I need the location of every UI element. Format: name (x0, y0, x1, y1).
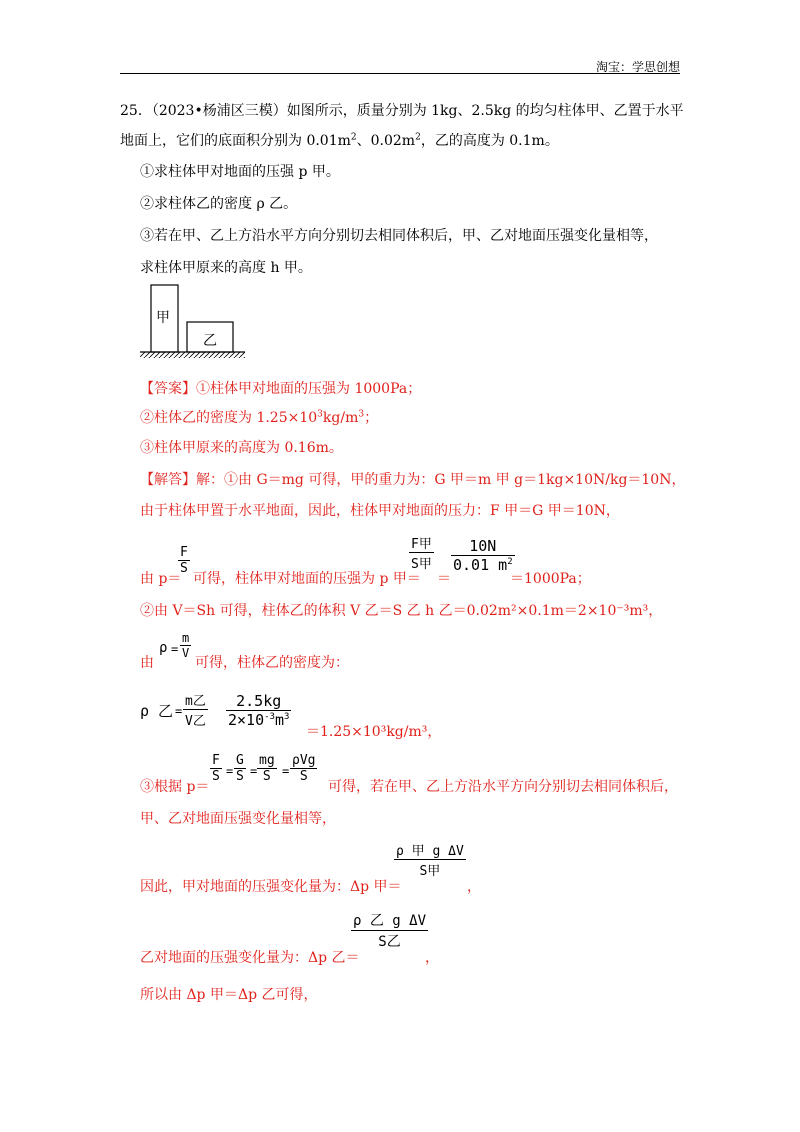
fraction-delta-p-jia: ρ 甲 g ΔV S甲 (396, 844, 464, 879)
fraction-f-s: F S (212, 753, 220, 784)
question-part-1: ①求柱体甲对地面的压强 p 甲。 (140, 164, 340, 180)
solution-line-7-suffix: 可得，若在甲、乙上方沿水平方向分别切去相同体积后， (328, 779, 678, 795)
question-line-2: 地面上，它们的底面积分别为 $0.01m^2$、$0.02m^2$，乙的高度为 0.1m。 (120, 132, 559, 149)
fraction-mg-s: mg S (259, 753, 275, 784)
solution-line-9-suffix: ， (467, 879, 481, 895)
question-part-3-line-2: 求柱体甲原来的高度 h 甲。 (140, 260, 312, 276)
solution-line-5-suffix: 可得，柱体乙的密度为： (195, 655, 349, 671)
figure-blocks (140, 282, 250, 362)
solution-line-3-result: ＝1000Pa； (510, 571, 591, 587)
answer-line-2: ②柱体乙的密度为 $1.25\times 10^3kg/m^3$； (140, 409, 379, 426)
fraction-f-over-s: F S (180, 545, 188, 576)
solution-line-1: 【解答】解：①由 G＝mg 可得，甲的重力为：G 甲＝m 甲 g＝1kg×10N/kg＝10N， (140, 472, 686, 488)
answer-line-3: ③柱体甲原来的高度为 0.16m。 (140, 440, 343, 456)
question-part-3-line-1: ③若在甲、乙上方沿水平方向分别切去相同体积后，甲、乙对地面压强变化量相等， (140, 228, 658, 244)
solution-line-6-result: ＝1.25×10³kg/m³， (306, 724, 442, 740)
fraction-10n-over-area: 10N 0.01 $m^2$ (453, 537, 513, 574)
answer-line-1: 【答案】①柱体甲对地面的压强为 1000Pa； (140, 381, 422, 397)
solution-line-7-prefix: ③根据 p＝ (140, 779, 210, 795)
fraction-rhovg-s: ρVg S (292, 753, 316, 784)
solution-line-3-prefix: 由 p＝ (140, 571, 182, 587)
rho-yi-symbol: ρ 乙 (140, 702, 174, 720)
fraction-myi-over-vyi: m乙 V乙 (185, 694, 206, 729)
solution-line-5-prefix: 由 (140, 655, 154, 671)
page-header: 淘宝：学思创想 (595, 60, 680, 74)
header-rule (120, 73, 680, 74)
solution-line-4: ②由 V＝Sh 可得，柱体乙的体积 V 乙＝S 乙 h 乙＝0.02m²×0.1m＝2×10⁻³m³， (140, 603, 663, 619)
solution-line-3-eq: ＝ (437, 571, 451, 587)
solution-line-2: 由于柱体甲置于水平地面，因此，柱体甲对地面的压力：F 甲＝G 甲＝10N， (140, 503, 620, 519)
label-yi: 乙 (203, 333, 217, 349)
fraction-mass-over-volume: 2.5kg $2\times 10^{-3}m^3$ (228, 692, 290, 729)
solution-line-9-prefix: 因此，甲对地面的压强变化量为：Δp 甲＝ (140, 879, 402, 895)
rho-symbol: ρ (159, 640, 168, 656)
solution-line-10-prefix: 乙对地面的压强变化量为：Δp 乙＝ (140, 950, 360, 966)
fraction-delta-p-yi: ρ 乙 g ΔV S乙 (353, 913, 427, 950)
fraction-fjia-over-sjia: F甲 S甲 (411, 537, 432, 572)
solution-line-8: 甲、乙对地面压强变化量相等， (140, 811, 336, 827)
solution-line-10-suffix: ， (425, 950, 439, 966)
fraction-m-over-v: m V (182, 631, 190, 660)
label-jia: 甲 (156, 310, 170, 326)
question-part-2: ②求柱体乙的密度 ρ 乙。 (140, 196, 298, 212)
solution-line-11: 所以由 Δp 甲＝Δp 乙可得， (140, 987, 318, 1003)
solution-line-3-middle: 可得，柱体甲对地面的压强为 p 甲＝ (193, 571, 421, 587)
question-line-1: 25．（2023•杨浦区三模）如图所示，质量分别为 1kg、2.5kg 的均匀柱体甲、乙置于水平 (120, 103, 684, 119)
fraction-g-s: G S (236, 753, 244, 784)
ground-hatch (140, 352, 245, 358)
